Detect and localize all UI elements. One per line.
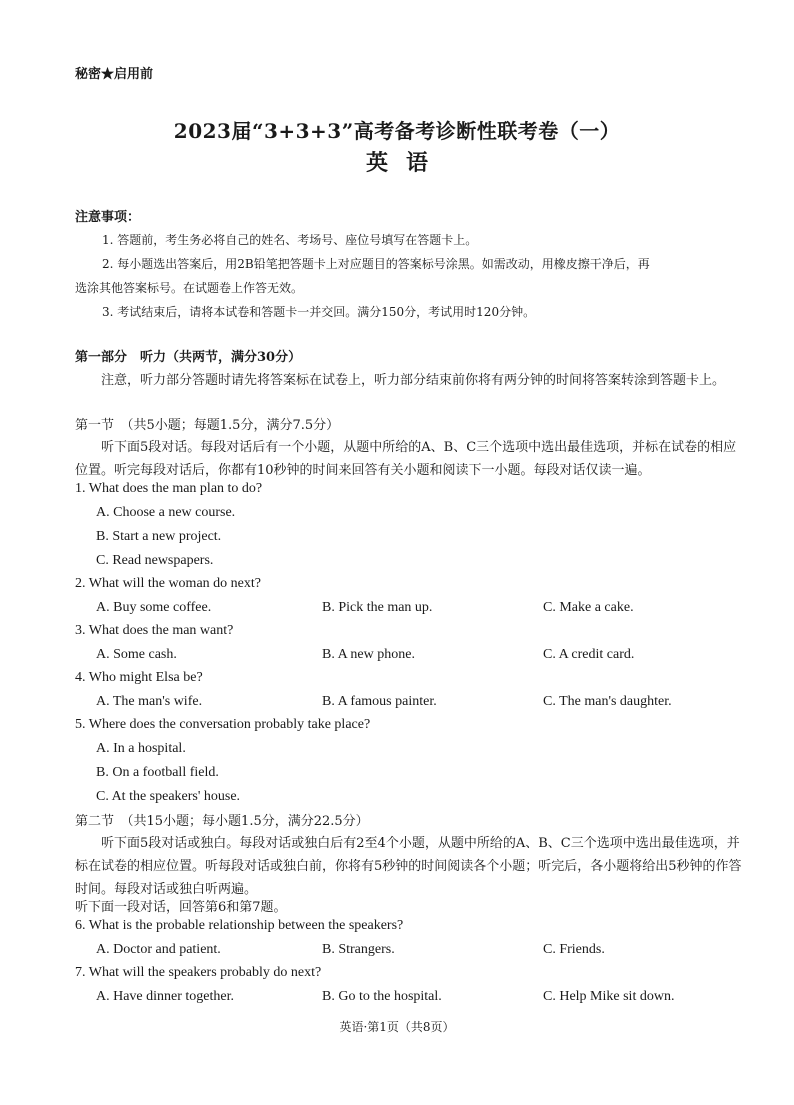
subject-title: 英语 <box>365 150 446 176</box>
question-7-option-a: A. Have dinner together. <box>96 989 235 1004</box>
question-2-option-b: B. Pick the man up. <box>322 600 433 615</box>
question-5-option-c: C. At the speakers' house. <box>96 789 241 804</box>
question-4-option-a: A. The man's wife. <box>96 694 203 709</box>
question-3-option-b: B. A new phone. <box>322 647 415 662</box>
section-two-intro: 听下面5段对话或独白。每段对话或独白后有2至4个小题，从题中所给的A、B、C三个选项中选出最佳选项，并标在试卷的相应位置。听每段对话或独白前，你将有5秒钟的时间阅读各个小题；听完后，各小题将给出5秒钟的作答时间。每段对话或独白听两遍。 <box>75 836 742 897</box>
section-two-heading: 第二节 （共15小题；每小题1.5分，满分22.5分） <box>75 814 369 829</box>
question-7-option-b: B. Go to the hospital. <box>322 989 442 1004</box>
question-1-option-a: A. Choose a new course. <box>96 505 236 520</box>
confidential-label: 秘密★启用前 <box>75 67 154 82</box>
section-two-sub: 听下面一段对话，回答第6和第7题。 <box>75 900 287 915</box>
section-one-intro: 听下面5段对话。每段对话后有一个小题，从题中所给的A、B、C三个选项中选出最佳选项，并标在试卷的相应位置。听完每段对话后，你都有10秒钟的时间来回答有关小题和阅读下一小题。每段对话仅读一遍。 <box>75 440 737 478</box>
question-1-option-b: B. Start a new project. <box>96 529 222 544</box>
question-2-option-a: A. Buy some coffee. <box>96 600 212 615</box>
section-one-heading: 第一节 （共5小题；每题1.5分，满分7.5分） <box>75 418 340 433</box>
question-6-option-c: C. Friends. <box>543 942 605 957</box>
question-7: 7. What will the speakers probably do next? <box>75 965 322 980</box>
notice-item-1: 1. 答题前，考生务必将自己的姓名、考场号、座位号填写在答题卡上。 <box>102 233 478 247</box>
question-2-option-c: C. Make a cake. <box>543 600 634 615</box>
question-4-option-c: C. The man's daughter. <box>543 694 672 709</box>
question-3: 3. What does the man want? <box>75 623 234 638</box>
notice-item-2-cont: 选涂其他答案标号。在试题卷上作答无效。 <box>75 281 304 295</box>
question-4: 4. Who might Elsa be? <box>75 670 203 685</box>
question-3-option-c: C. A credit card. <box>543 647 635 662</box>
exam-title: 2023届“3+3+3”高考备考诊断性联考卷（一） <box>173 119 621 143</box>
question-3-option-a: A. Some cash. <box>96 647 177 662</box>
question-6-option-a: A. Doctor and patient. <box>96 942 221 957</box>
question-5-option-b: B. On a football field. <box>96 765 219 780</box>
question-6: 6. What is the probable relationship between the speakers? <box>75 918 404 933</box>
question-7-option-c: C. Help Mike sit down. <box>543 989 675 1004</box>
question-4-option-b: B. A famous painter. <box>322 694 437 709</box>
notice-item-2: 2. 每小题选出答案后，用2B铅笔把答题卡上对应题目的答案标号涂黑。如需改动，用橡皮擦干净后，再 <box>102 257 650 271</box>
part-one-heading: 第一部分 听力（共两节，满分30分） <box>75 350 302 365</box>
page-footer: 英语·第1页（共8页） <box>339 1020 455 1034</box>
notice-item-3: 3. 考试结束后，请将本试卷和答题卡一并交回。满分150分，考试用时120分钟。 <box>102 305 536 319</box>
question-6-option-b: B. Strangers. <box>322 942 395 957</box>
part-one-intro: 注意，听力部分答题时请先将答案标在试卷上，听力部分结束前你将有两分钟的时间将答案转涂到答题卡上。 <box>101 373 726 388</box>
question-1: 1. What does the man plan to do? <box>75 481 263 496</box>
question-1-option-c: C. Read newspapers. <box>96 553 214 568</box>
question-5: 5. Where does the conversation probably take place? <box>75 717 371 732</box>
question-5-option-a: A. In a hospital. <box>96 741 186 756</box>
question-2: 2. What will the woman do next? <box>75 576 261 591</box>
notice-heading: 注意事项： <box>75 210 141 225</box>
